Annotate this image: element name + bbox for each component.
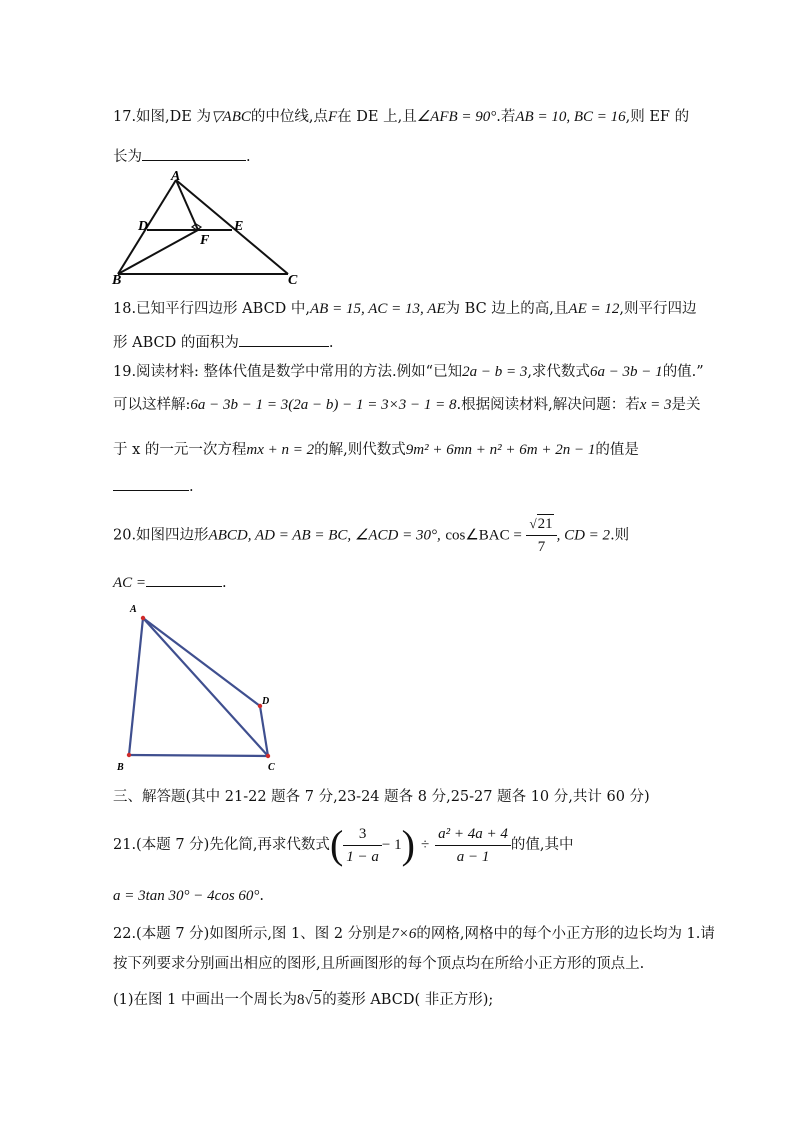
q20-figure [113,600,283,772]
q18-height: AE = 12 [568,301,620,317]
q17-answer-blank[interactable] [142,144,246,161]
q20-cos: cos∠BAC = [445,527,522,544]
q20-diagonal-ac [143,618,268,756]
q17-label-d: D [138,219,149,234]
q17-line2: 长为 . [113,144,251,167]
q21-a-value: a = 3tan 30° − 4cos 60° [113,888,260,904]
q17-segment-af [176,180,198,230]
q21-fraction-2: $\frac{\text{a² + 4a + 4}}{a - 1}$ [435,823,511,868]
q17-triangle: ▽ABC [211,109,251,125]
q18-line2: 形 ABCD 的面积为 . [113,330,333,353]
q20-point-c [266,754,270,758]
q19-line3: 于 x 的一元一次方程mx + n = 2的解,则代数式9m² + 6mn + n² + 6m + 2n − 1的值是 [113,442,639,458]
q19-answer-blank[interactable] [113,474,189,491]
q22-line2: 按下列要求分别画出相应的图形,且所画图形的每个顶点均在所给小正方形的顶点上. [113,956,645,972]
q22-sub1: (1)在图 1 中画出一个周长为8√5的菱形 ABCD( 非正方形); [113,992,494,1008]
q17-label-e: E [234,219,244,234]
q19-polynomial: 9m² + 6mn + n² + 6m + 2n − 1 [405,442,596,458]
q20-line1: 20.如图四边形ABCD, AD = AB = BC, ∠ACD = 30°, cos∠BAC = $\frac{√21}{7}$ , CD = 2.则 [113,513,629,557]
q19-line4: . [113,474,194,497]
q18-conditions: AB = 15, AC = 13, AE [310,301,446,317]
q18-answer-blank[interactable] [239,330,329,347]
q20-edge-bc [129,755,268,756]
q17-angle: ∠AFB = 90° [416,109,497,125]
q17-conditions: AB = 10, BC = 16 [515,109,626,125]
q20-label-c: C [268,762,275,772]
q20-edge-da [143,618,260,706]
q19-line2: 可以这样解:6a − 3b − 1 = 3(2a − b) − 1 = 3×3 − 1 = 8.根据阅读材料,解决问题：若x = 3是关 [113,397,701,413]
q20-label-d: D [262,696,270,707]
q20-fraction: $\frac{√21}{7}$ [526,513,556,558]
q21-line2: a = 3tan 30° − 4cos 60°. [113,888,265,904]
q20-point-a [141,616,145,620]
q17-figure [108,168,308,286]
q17-segment-bf [118,230,198,274]
q20-label-a: A [130,604,137,615]
q19-solution: 6a − 3b − 1 = 3(2a − b) − 1 = 3×3 − 1 = 8 [190,397,457,413]
q17-label-a: A [171,169,181,184]
section-3-heading: 三、解答题(其中 21-22 题各 7 分,23-24 题各 8 分,25-27 题各 10 分,共计 60 分) [113,789,650,805]
q17-line1: 17.如图,DE 为▽ABC的中位线,点F在 DE 上,且∠AFB = 90°.若AB = 10, BC = 16,则 EF 的 [113,109,690,125]
q17-label-c: C [288,273,298,286]
q21-line1: 21.(本题 7 分)先化简,再求代数式( $\frac{3}{1 - a}$ − 1) ÷ $\frac{\text{a² + 4a + 4}}{a - 1}$ 的值,其中 [113,822,574,867]
q22-line1: 22.(本题 7 分)如图所示,图 1、图 2 分别是7×6的网格,网格中的每个小正方形的边长均为 1.请 [113,926,715,942]
q20-conditions: ABCD, AD = AB = BC, ∠ACD = 30°, [208,527,441,544]
q20-answer-blank[interactable] [146,570,222,587]
q17-label-b: B [112,273,122,286]
q19-line1: 19.阅读材料: 整体代值是数学中常用的方法.例如“已知2a − b = 3,求代数式6a − 3b − 1的值.” [113,364,704,380]
q20-label-b: B [117,762,124,772]
q20-edge-ab [129,618,143,755]
q20-point-b [127,753,131,757]
q21-fraction-1: $\frac{3}{1 - a}$ [343,823,382,868]
q20-line2: AC = . [113,570,227,593]
q17-label-f: F [200,233,210,248]
q18-line1: 18.已知平行四边形 ABCD 中,AB = 15, AC = 13, AE为 BC 边上的高,且AE = 12,则平行四边 [113,301,697,317]
